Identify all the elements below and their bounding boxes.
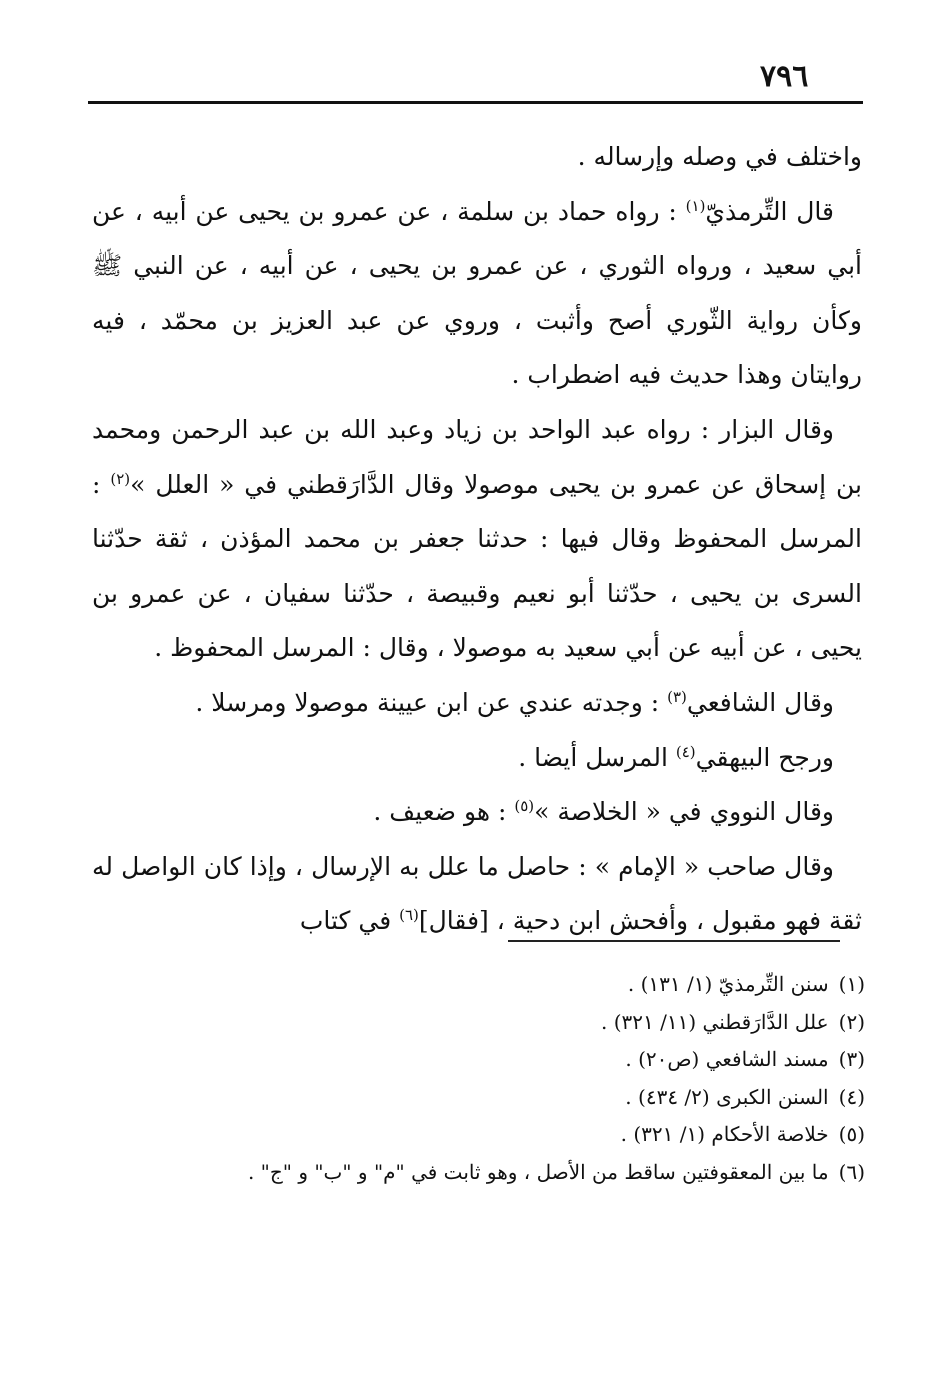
paragraph-text: المرسل أيضا . [518,742,676,772]
footnote-ref-2: (٢) [110,469,131,488]
paragraph-text: وقال صاحب « الإمام » : حاصل ما علل به الإرسال ، وإذا كان الواصل له ثقة فهو مقبول ، وأفحش ابن دحية ، [فقال] [92,851,862,936]
paragraph-text: وقال النووي في « الخلاصة » [534,797,834,827]
paragraph-2 [92,185,862,403]
paragraph-6 [92,785,862,840]
footnote-ref-4: (٤) [675,742,696,761]
paragraph-text: : وجدته عندي عن ابن عيينة موصولا ومرسلا . [195,687,668,717]
paragraph-text: ورجح البيهقي [695,742,834,772]
footnote-text: مسند الشافعي (ص٢٠) . [625,1047,829,1072]
footnote-number: (٣) [838,1047,865,1072]
footnote-number: (٦) [838,1159,865,1184]
footnote-3 [120,1041,865,1079]
footnote-ref-5: (٥) [514,797,535,816]
footnote-rule [508,940,840,942]
footnote-text: سنن التِّرمذيّ (١/ ١٣١) . [627,972,829,996]
paragraph-text: واختلف في وصله وإرساله . [577,142,862,171]
paragraph-7 [92,840,862,949]
footnote-number: (٢) [838,1009,865,1034]
paragraph-text: وقال البزار : رواه عبد الواحد بن زياد وعبد الله بن عبد الرحمن ومحمد بن إسحاق عن عمرو بن يحيى موصولا وقال الدَّارَقطني في « العلل » [92,414,862,499]
footnote-text: علل الدَّارَقطني (١١/ ٣٢١) . [601,1009,829,1034]
footnote-ref-6: (٦) [399,906,419,925]
header-rule [88,101,863,104]
paragraph-1 [92,130,862,185]
footnotes [120,966,865,1192]
footnote-ref-1: (١) [685,196,706,215]
paragraph-4 [92,676,862,731]
paragraph-text: وقال الشافعي [686,687,834,717]
footnote-text: خلاصة الأحكام (١/ ٣٢١) . [620,1122,829,1147]
paragraph-text: : رواه حماد بن سلمة ، عن عمرو بن يحيى عن أبيه ، عن أبي سعيد ، ورواه الثوري ، عن عمرو بن يحيى ، عن أبيه ، عن النبي ﷺ وكأن رواية الثّوري أصح وأثبت ، وروي عن عبد العزيز بن محمّد ، فيه روايتان وهذا حديث فيه اضطراب . [92,196,862,390]
paragraph-text: : المرسل المحفوظ وقال فيها : حدثنا جعفر بن محمد المؤذن ، ثقة حدّثنا السرى بن يحيى ، حدّثنا أبو نعيم وقبيصة ، حدّثنا سفيان ، عن عمرو بن يحيى ، عن أبيه عن أبي سعيد به موصولا ، وقال : المرسل المحفوظ . [92,469,862,663]
footnote-4 [120,1079,865,1117]
page-number: ٧٩٦ [760,59,809,94]
footnote-number: (٥) [838,1122,865,1147]
footnote-text: السنن الكبرى (٢/ ٤٣٤) . [625,1084,829,1109]
footnote-ref-3: (٣) [667,687,687,706]
footnote-number: (٤) [838,1084,865,1109]
paragraph-text: قال التِّرمذيّ [705,196,834,226]
footnote-5 [120,1116,865,1154]
footnote-1 [120,966,865,1004]
main-text [92,130,862,949]
footnote-6 [120,1154,865,1192]
paragraph-text: : هو ضعيف . [373,797,515,827]
footnote-text: ما بين المعقوفتين ساقط من الأصل ، وهو ثابت في "م" و "ب" و "ج" . [247,1159,829,1184]
paragraph-text: في كتاب [299,906,400,936]
paragraph-5 [92,731,862,786]
footnote-number: (١) [838,972,865,996]
paragraph-3 [92,403,862,676]
footnote-2 [120,1004,865,1042]
